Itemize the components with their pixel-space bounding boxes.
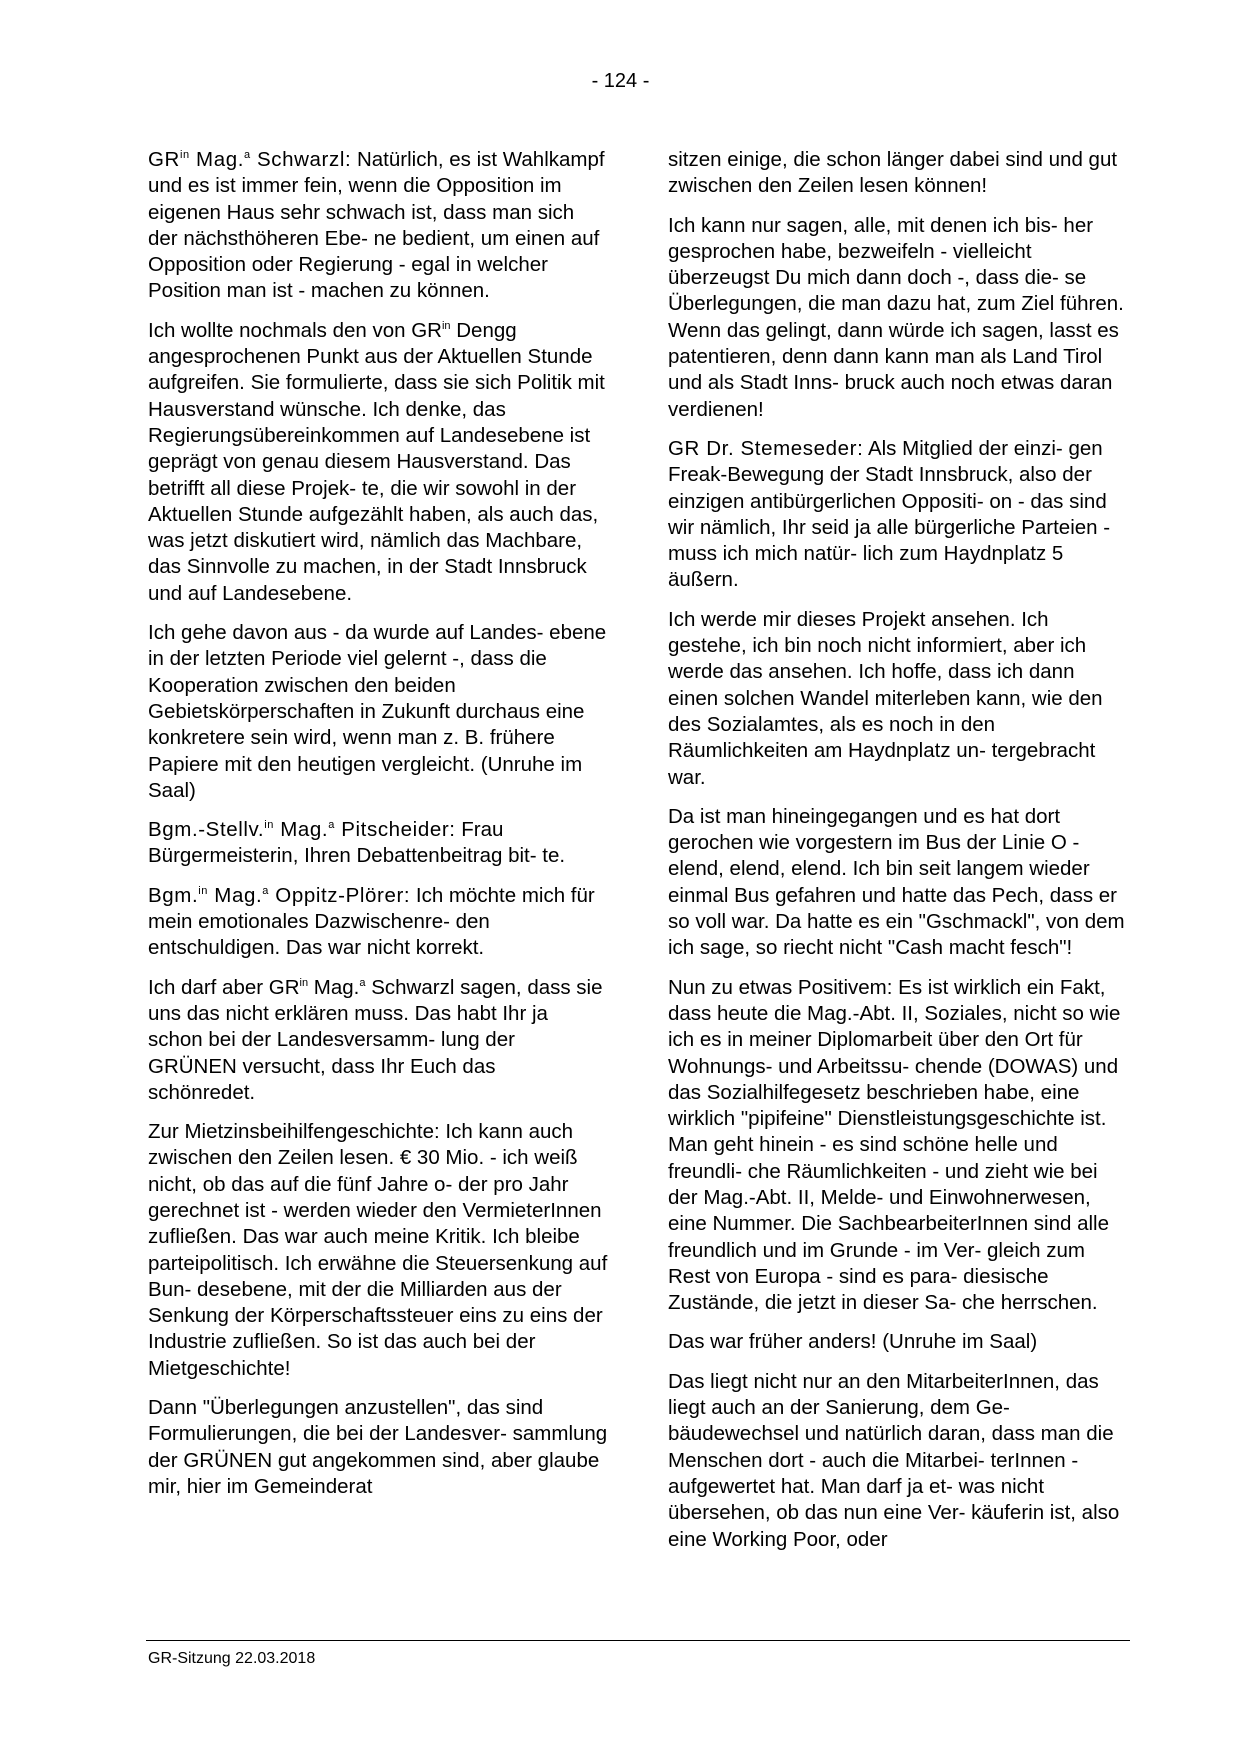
right-column	[668, 147, 1130, 1566]
paragraph: Bgm.-Stellv.$^{in}$ Mag.$^a$ Pitscheider: Frau Bürgermeisterin, Ihren Debattenbeitrag bit- te.	[148, 818, 566, 868]
footer-text: GR-Sitzung 22.03.2018	[148, 1650, 316, 1667]
paragraph: Da ist man hineingegangen und es hat dort gerochen wie vorgestern im Bus der Linie O - elend, elend, elend. Ich bin seit langem wieder einmal Bus gefahren und hatte das Pech, dass er so voll war. Da hatte es ein "Gschmackl", von dem ich sage, so riecht nicht "Cash macht fesch"!	[668, 804, 1125, 960]
paragraph: Nun zu etwas Positivem: Es ist wirklich ein Fakt, dass heute die Mag.-Abt. II, Soziales, nicht so wie ich es in meiner Diplomarbeit über den Ort für Wohnungs- und Arbeitssu- chende (DOWAS) und das Sozialhilfegesetz beschrieben habe, eine wirklich "pipifeine" Dienstleistungsgeschichte ist. Man geht hinein - es sind schöne helle und freundli- che Räumlichkeiten - und zieht wie bei der Mag.-Abt. II, Melde- und Einwohnerwesen, eine Nummer. Die SachbearbeiterInnen sind alle freundlich und im Grunde - im Ver- gleich zum Rest von Europa - sind es para- diesische Zustände, die jetzt in dieser Sa- che herrschen.	[668, 975, 1121, 1315]
paragraph: Dann "Überlegungen anzustellen", das sind Formulierungen, die bei der Landesver- sammlung der GRÜNEN gut angekommen sind, aber glaube mir, hier im Gemeinderat	[148, 1396, 608, 1498]
footer-divider	[146, 1640, 1130, 1641]
paragraph: Ich darf aber $GR^{in}$ Mag.$^a$ Schwarzl sagen, dass sie uns das nicht erklären muss. Das habt Ihr ja schon bei der Landesversamm- lung der GRÜNEN versucht, dass Ihr Euch das schönredet.	[148, 975, 603, 1104]
paragraph: $GR^{in}$ Mag.$^a$ Schwarzl: Natürlich, es ist Wahlkampf und es ist immer fein, wenn die Opposition im eigenen Haus sehr schwach ist, dass man sich der nächsthöheren Ebe- ne bedient, um einen auf Opposition oder Regierung - egal in welcher Position man ist - machen zu können.	[148, 148, 605, 303]
paragraph: Das liegt nicht nur an den MitarbeiterInnen, das liegt auch an der Sanierung, dem Ge- bäudewechsel und natürlich daran, dass man die Menschen dort - auch die Mitarbei- terInnen - aufgewertet hat. Man darf ja et- was nicht übersehen, ob das nun eine Ver- käuferin ist, also eine Working Poor, oder	[668, 1369, 1120, 1551]
page-number: - 124 -	[591, 70, 650, 92]
speaker-name: Bgm.-Stellv.$^{in}$ Mag.$^a$ Pitscheider:	[148, 818, 456, 842]
paragraph: Ich kann nur sagen, alle, mit denen ich bis- her gesprochen habe, bezweifeln - vielleicht überzeugst Du mich dann doch -, dass die- se Überlegungen, die man dazu hat, zum Ziel führen. Wenn das gelingt, dann würde ich sagen, lasst es patentieren, denn dann kann man als Land Tirol und als Stadt Inns- bruck auch noch etwas daran verdienen!	[668, 213, 1124, 421]
paragraph: Das war früher anders! (Unruhe im Saal)	[668, 1330, 1038, 1354]
left-column	[148, 147, 608, 1513]
paragraph: Ich werde mir dieses Projekt ansehen. Ich gestehe, ich bin noch nicht informiert, aber ich werde das ansehen. Ich hoffe, dass ich dann einen solchen Wandel miterleben kann, wie den des Sozialamtes, als es noch in den Räumlichkeiten am Haydnplatz un- tergebracht war.	[668, 607, 1103, 789]
paragraph: Bgm.$^{in}$ Mag.$^a$ Oppitz-Plörer: Ich möchte mich für mein emotionales Dazwischenre- den entschuldigen. Das war nicht korrekt.	[148, 883, 595, 960]
paragraph: Ich gehe davon aus - da wurde auf Landes- ebene in der letzten Periode viel gelernt -, dass die Kooperation zwischen den beiden Gebietskörperschaften in Zukunft durchaus eine konkretere sein wird, wenn man z. B. frühere Papiere mit den heutigen vergleicht. (Unruhe im Saal)	[148, 621, 607, 802]
paragraph: Zur Mietzinsbeihilfengeschichte: Ich kann auch zwischen den Zeilen lesen. € 30 Mio. - ich weiß nicht, ob das auf die fünf Jahre o- der pro Jahr gerechnet ist - werden wieder den VermieterInnen zufließen. Das war auch meine Kritik. Ich bleibe parteipolitisch. Ich erwähne die Steuersenkung auf Bun- desebene, mit der die Milliarden aus der Senkung der Körperschaftssteuer eins zu eins der Industrie zufließen. So ist das auch bei der Mietgeschichte!	[148, 1120, 608, 1380]
paragraph: GR Dr. Stemeseder: Als Mitglied der einzi- gen Freak-Bewegung der Stadt Innsbruck, also der einzigen antibürgerlichen Oppositi- on - das sind wir nämlich, Ihr seid ja alle bürgerliche Parteien - muss ich mich natür- lich zum Haydnplatz 5 äußern.	[668, 436, 1111, 592]
speaker-name: $GR^{in}$ Mag.$^a$ Schwarzl:	[148, 148, 352, 171]
speaker-name: GR Dr. Stemeseder:	[668, 436, 864, 460]
paragraph: Ich wollte nochmals den von $GR^{in}$ Dengg angesprochenen Punkt aus der Aktuellen Stunde aufgreifen. Sie formulierte, dass sie sich Politik mit Hausverstand wünsche. Ich denke, das Regierungsübereinkommen auf Landesebene ist geprägt von genau diesem Hausverstand. Das betrifft all diese Projek- te, die wir sowohl in der Aktuellen Stunde aufgezählt haben, als auch das, was jetzt diskutiert wird, nämlich das Machbare, das Sinnvolle zu machen, in der Stadt Innsbruck und auf Landesebene.	[148, 318, 605, 605]
speaker-name: Bgm.$^{in}$ Mag.$^a$ Oppitz-Plörer:	[148, 883, 411, 907]
paragraph: sitzen einige, die schon länger dabei sind und gut zwischen den Zeilen lesen können!	[668, 148, 1118, 198]
